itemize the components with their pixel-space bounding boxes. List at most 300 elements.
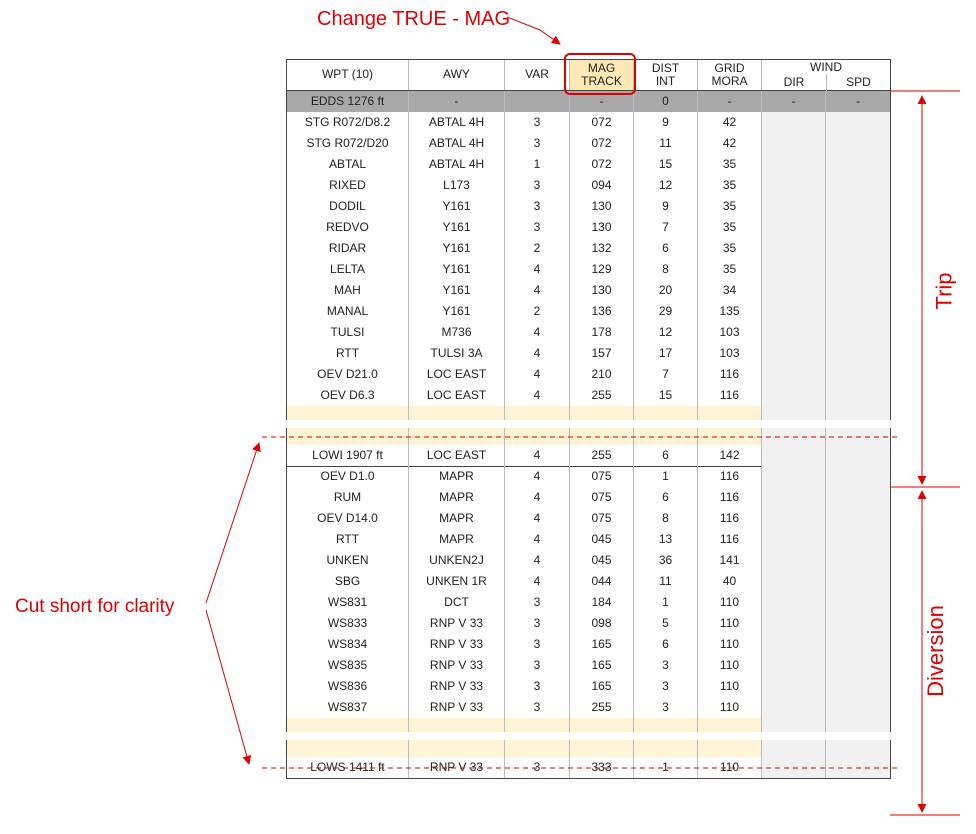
cell-spd	[826, 740, 891, 757]
cell-wpt: TULSI	[286, 322, 409, 343]
cell-spd	[826, 655, 891, 676]
cell-wpt: RTT	[286, 343, 409, 364]
header-grid: GRID	[714, 61, 745, 75]
cell-wpt: OEV D1.0	[286, 466, 409, 487]
table-row	[286, 301, 891, 322]
cell-mora: 135	[698, 301, 762, 322]
cell-spd	[826, 508, 891, 529]
cell-awy	[409, 406, 505, 420]
cell-awy: RNP V 33	[409, 697, 505, 718]
cell-spd	[826, 613, 891, 634]
cell-spd	[826, 634, 891, 655]
cell-trk: 255	[570, 385, 634, 406]
cell-wpt: RIXED	[286, 175, 409, 196]
cell-awy: MAPR	[409, 529, 505, 550]
cell-var: 4	[505, 550, 570, 571]
cell-wpt: LELTA	[286, 259, 409, 280]
cell-wpt: OEV D14.0	[286, 508, 409, 529]
cell-awy	[409, 718, 505, 732]
cell-var: 4	[505, 508, 570, 529]
cell-mora: 35	[698, 154, 762, 175]
cell-mora: 35	[698, 196, 762, 217]
trip-label: Trip	[931, 272, 957, 310]
header-mora: MORA	[711, 74, 748, 88]
cell-spd	[826, 343, 891, 364]
cell-spd	[826, 428, 891, 445]
cell-var	[505, 91, 570, 112]
cell-mora: -	[698, 91, 762, 112]
cell-var: 2	[505, 238, 570, 259]
cell-mora: 116	[698, 529, 762, 550]
cell-wpt: REDVO	[286, 217, 409, 238]
cell-spd	[826, 676, 891, 697]
cell-mora: 110	[698, 697, 762, 718]
cell-mora: 110	[698, 634, 762, 655]
cell-trk: 178	[570, 322, 634, 343]
header-wind: WIND	[762, 60, 891, 74]
cell-trk: 165	[570, 676, 634, 697]
cell-wpt: LOWS 1411 ft	[286, 757, 409, 778]
cell-var: 4	[505, 529, 570, 550]
cell-awy: TULSI 3A	[409, 343, 505, 364]
cell-var: 3	[505, 196, 570, 217]
cell-spd	[826, 592, 891, 613]
cut-short-annotation: Cut short for clarity	[15, 596, 175, 617]
cell-spd	[826, 280, 891, 301]
cell-awy: M736	[409, 322, 505, 343]
cell-awy: RNP V 33	[409, 634, 505, 655]
cell-awy: -	[409, 91, 505, 112]
cell-mora: 116	[698, 364, 762, 385]
header-wpt: WPT (10)	[286, 60, 409, 90]
cell-dist: 36	[634, 550, 698, 571]
table-row	[286, 529, 891, 550]
cell-awy: RNP V 33	[409, 757, 505, 778]
cell-dir	[762, 740, 826, 757]
table-row	[286, 655, 891, 676]
cell-dir	[762, 508, 826, 529]
cell-awy: LOC EAST	[409, 385, 505, 406]
cell-mora: 35	[698, 238, 762, 259]
table-row	[286, 550, 891, 571]
cell-trk: 045	[570, 550, 634, 571]
cell-mora	[698, 428, 762, 445]
cell-spd	[826, 385, 891, 406]
table-row	[286, 238, 891, 259]
cell-awy: RNP V 33	[409, 676, 505, 697]
cell-mora: 110	[698, 655, 762, 676]
table-row	[286, 364, 891, 385]
header-mag: MAG	[587, 61, 616, 75]
cut-bracket-upper	[206, 443, 259, 603]
mag-track-highlight-box	[564, 53, 636, 95]
cell-mora	[698, 406, 762, 420]
cell-dir	[762, 406, 826, 420]
cell-mora: 42	[698, 133, 762, 154]
cell-trk: 165	[570, 634, 634, 655]
cell-dist	[634, 428, 698, 445]
cell-var	[505, 406, 570, 420]
table-row	[286, 487, 891, 508]
cell-wpt: OEV D6.3	[286, 385, 409, 406]
cell-var: 3	[505, 676, 570, 697]
cell-mora: 103	[698, 322, 762, 343]
header-track: TRACK	[581, 74, 622, 88]
cell-awy: Y161	[409, 217, 505, 238]
cell-awy: RNP V 33	[409, 655, 505, 676]
cell-mora: 42	[698, 112, 762, 133]
header-wind-dir: DIR	[783, 75, 805, 89]
cell-wpt: WS833	[286, 613, 409, 634]
cell-wpt: WS835	[286, 655, 409, 676]
cell-dist: 6	[634, 487, 698, 508]
cell-spd: -	[826, 91, 891, 112]
destination-row	[286, 445, 891, 467]
cell-dir	[762, 364, 826, 385]
cell-wpt: WS831	[286, 592, 409, 613]
blank-row	[286, 428, 891, 445]
header-dist: DIST	[651, 61, 680, 75]
cell-wpt: EDDS 1276 ft	[286, 91, 409, 112]
table-row	[286, 676, 891, 697]
cell-dir	[762, 718, 826, 732]
cell-dist	[634, 740, 698, 757]
cell-trk: 045	[570, 529, 634, 550]
cell-trk: 132	[570, 238, 634, 259]
cell-dist: 29	[634, 301, 698, 322]
header-wind-spd: SPD	[826, 74, 891, 91]
cell-spd	[826, 718, 891, 732]
cell-var: 4	[505, 487, 570, 508]
cell-trk: 094	[570, 175, 634, 196]
cell-wpt: WS836	[286, 676, 409, 697]
cell-var: 3	[505, 613, 570, 634]
cell-mora: 35	[698, 175, 762, 196]
cell-dist: 3	[634, 676, 698, 697]
cell-mora: 141	[698, 550, 762, 571]
cell-spd	[826, 196, 891, 217]
cell-dir	[762, 112, 826, 133]
cell-trk	[570, 428, 634, 445]
cell-trk: -	[570, 91, 634, 112]
cell-dist: 8	[634, 259, 698, 280]
cell-var: 1	[505, 154, 570, 175]
cell-mora	[698, 740, 762, 757]
table-row	[286, 571, 891, 592]
cell-dist: 3	[634, 697, 698, 718]
cell-var: 3	[505, 634, 570, 655]
cell-spd	[826, 757, 891, 778]
cell-dir	[762, 757, 826, 778]
cell-trk: 184	[570, 592, 634, 613]
cell-dir	[762, 428, 826, 445]
cell-spd	[826, 529, 891, 550]
cell-dist: 1	[634, 757, 698, 778]
cell-awy: Y161	[409, 238, 505, 259]
cell-dir	[762, 655, 826, 676]
cell-dist	[634, 406, 698, 420]
cell-awy: Y161	[409, 280, 505, 301]
cell-trk: 072	[570, 112, 634, 133]
cell-spd	[826, 466, 891, 487]
cell-mora: 34	[698, 280, 762, 301]
cell-spd	[826, 175, 891, 196]
cell-trk: 130	[570, 196, 634, 217]
cell-spd	[826, 154, 891, 175]
cell-var: 4	[505, 466, 570, 487]
cell-wpt: ABTAL	[286, 154, 409, 175]
cell-wpt: WS834	[286, 634, 409, 655]
cell-trk: 130	[570, 217, 634, 238]
header-var: VAR	[505, 60, 570, 90]
cell-mora: 110	[698, 592, 762, 613]
blank-row	[286, 406, 891, 420]
cell-awy: UNKEN2J	[409, 550, 505, 571]
cell-var: 3	[505, 592, 570, 613]
cell-awy	[409, 428, 505, 445]
cell-dir	[762, 154, 826, 175]
cell-dir	[762, 529, 826, 550]
cell-dist: 6	[634, 634, 698, 655]
cell-trk	[570, 718, 634, 732]
cell-wpt: WS837	[286, 697, 409, 718]
cell-var	[505, 428, 570, 445]
cell-var: 4	[505, 571, 570, 592]
cell-awy: Y161	[409, 196, 505, 217]
cell-wpt: RUM	[286, 487, 409, 508]
cell-spd	[826, 571, 891, 592]
cell-dir	[762, 676, 826, 697]
cell-mora: 40	[698, 571, 762, 592]
header-awy: AWY	[409, 60, 505, 90]
cell-dir	[762, 571, 826, 592]
cell-awy: MAPR	[409, 487, 505, 508]
table-row	[286, 280, 891, 301]
cell-wpt: OEV D21.0	[286, 364, 409, 385]
cell-wpt: LOWI 1907 ft	[286, 445, 409, 466]
cell-var: 3	[505, 175, 570, 196]
cell-dist: 17	[634, 343, 698, 364]
cell-mora: 116	[698, 487, 762, 508]
cell-awy: ABTAL 4H	[409, 154, 505, 175]
cell-trk: 210	[570, 364, 634, 385]
table-row	[286, 322, 891, 343]
cell-awy: UNKEN 1R	[409, 571, 505, 592]
table-row	[286, 154, 891, 175]
cell-awy: LOC EAST	[409, 445, 505, 466]
cell-dir	[762, 343, 826, 364]
cell-spd	[826, 133, 891, 154]
cell-dist: 5	[634, 613, 698, 634]
cell-var: 3	[505, 112, 570, 133]
cut-bracket-lower	[206, 610, 249, 764]
cell-awy: ABTAL 4H	[409, 112, 505, 133]
cell-trk: 075	[570, 466, 634, 487]
cell-awy: DCT	[409, 592, 505, 613]
cell-wpt: STG R072/D8.2	[286, 112, 409, 133]
table-row	[286, 613, 891, 634]
cell-dist: 6	[634, 238, 698, 259]
cell-mora: 142	[698, 445, 762, 466]
cell-var: 3	[505, 133, 570, 154]
cell-awy: MAPR	[409, 466, 505, 487]
header-grid-mora	[698, 60, 762, 90]
table-row	[286, 508, 891, 529]
diversion-label: Diversion	[922, 605, 948, 697]
cell-dir	[762, 697, 826, 718]
cell-wpt: UNKEN	[286, 550, 409, 571]
cell-dir: -	[762, 91, 826, 112]
cell-trk: 072	[570, 154, 634, 175]
blank-row	[286, 740, 891, 757]
table-row	[286, 175, 891, 196]
cell-dir	[762, 634, 826, 655]
cell-spd	[826, 445, 891, 466]
cell-dir	[762, 613, 826, 634]
cell-dist: 13	[634, 529, 698, 550]
cell-trk	[570, 406, 634, 420]
cell-wpt	[286, 740, 409, 757]
table-row	[286, 343, 891, 364]
table-row	[286, 112, 891, 133]
cell-dir	[762, 592, 826, 613]
cell-dir	[762, 175, 826, 196]
cell-var: 4	[505, 445, 570, 466]
cell-wpt	[286, 718, 409, 732]
cell-trk: 075	[570, 487, 634, 508]
cell-dist: 12	[634, 175, 698, 196]
cell-wpt: MANAL	[286, 301, 409, 322]
cell-spd	[826, 697, 891, 718]
cell-mora: 110	[698, 757, 762, 778]
cell-spd	[826, 487, 891, 508]
cell-trk: 129	[570, 259, 634, 280]
cell-var: 3	[505, 217, 570, 238]
cell-var: 4	[505, 364, 570, 385]
cell-dir	[762, 445, 826, 466]
cell-var: 3	[505, 757, 570, 778]
cell-dist: 9	[634, 112, 698, 133]
table-row	[286, 697, 891, 718]
cell-spd	[826, 550, 891, 571]
cell-dir	[762, 280, 826, 301]
cell-spd	[826, 217, 891, 238]
cell-wpt: MAH	[286, 280, 409, 301]
cell-awy: ABTAL 4H	[409, 133, 505, 154]
cell-trk: 165	[570, 655, 634, 676]
cell-wpt	[286, 428, 409, 445]
cell-trk: 075	[570, 508, 634, 529]
cell-dir	[762, 550, 826, 571]
cell-dist: 15	[634, 385, 698, 406]
cell-awy: Y161	[409, 259, 505, 280]
cell-wpt: DODIL	[286, 196, 409, 217]
cell-awy: LOC EAST	[409, 364, 505, 385]
cell-var: 4	[505, 259, 570, 280]
cell-dir	[762, 322, 826, 343]
cell-var	[505, 740, 570, 757]
cell-dist: 20	[634, 280, 698, 301]
cell-dir	[762, 259, 826, 280]
cell-dir	[762, 196, 826, 217]
cell-trk: 130	[570, 280, 634, 301]
cell-spd	[826, 238, 891, 259]
cell-dist: 11	[634, 571, 698, 592]
cell-wpt: SBG	[286, 571, 409, 592]
cell-dist: 15	[634, 154, 698, 175]
cell-wpt: STG R072/D20	[286, 133, 409, 154]
cell-wpt: RIDAR	[286, 238, 409, 259]
header-int: INT	[655, 74, 676, 88]
cell-trk: 044	[570, 571, 634, 592]
cell-spd	[826, 364, 891, 385]
cell-awy: L173	[409, 175, 505, 196]
cell-dir	[762, 133, 826, 154]
cell-spd	[826, 112, 891, 133]
cell-mora: 116	[698, 385, 762, 406]
cell-mora: 110	[698, 613, 762, 634]
cell-var: 3	[505, 655, 570, 676]
cell-mora: 35	[698, 217, 762, 238]
cell-dir	[762, 217, 826, 238]
cell-spd	[826, 259, 891, 280]
cell-dist: 8	[634, 508, 698, 529]
cell-dir	[762, 487, 826, 508]
cell-dir	[762, 238, 826, 259]
cell-spd	[826, 301, 891, 322]
cell-trk: 136	[570, 301, 634, 322]
cell-dist: 1	[634, 466, 698, 487]
cell-mora: 110	[698, 676, 762, 697]
cell-awy	[409, 740, 505, 757]
cell-var: 2	[505, 301, 570, 322]
cell-trk: 072	[570, 133, 634, 154]
table-row	[286, 592, 891, 613]
cell-spd	[826, 406, 891, 420]
cell-dist: 12	[634, 322, 698, 343]
cell-var: 4	[505, 343, 570, 364]
cell-dir	[762, 385, 826, 406]
cell-dist	[634, 718, 698, 732]
cell-awy: RNP V 33	[409, 613, 505, 634]
cell-mora: 116	[698, 466, 762, 487]
table-row	[286, 466, 891, 487]
cell-mora	[698, 718, 762, 732]
cell-dir	[762, 466, 826, 487]
cell-dist: 11	[634, 133, 698, 154]
cell-trk: 255	[570, 697, 634, 718]
cell-mora: 116	[698, 508, 762, 529]
cell-trk: 157	[570, 343, 634, 364]
cell-spd	[826, 322, 891, 343]
cell-var: 4	[505, 385, 570, 406]
cell-dist: 7	[634, 217, 698, 238]
cell-var: 4	[505, 280, 570, 301]
header-dist-int	[634, 60, 698, 90]
blank-row	[286, 718, 891, 732]
cell-trk: 333	[570, 757, 634, 778]
cell-mora: 35	[698, 259, 762, 280]
cell-dist: 7	[634, 364, 698, 385]
title-arrow	[507, 17, 560, 44]
cell-dist: 3	[634, 655, 698, 676]
cell-var: 4	[505, 322, 570, 343]
cell-dist: 0	[634, 91, 698, 112]
table-row	[286, 385, 891, 406]
cell-awy: Y161	[409, 301, 505, 322]
cell-trk: 098	[570, 613, 634, 634]
cell-var: 3	[505, 697, 570, 718]
